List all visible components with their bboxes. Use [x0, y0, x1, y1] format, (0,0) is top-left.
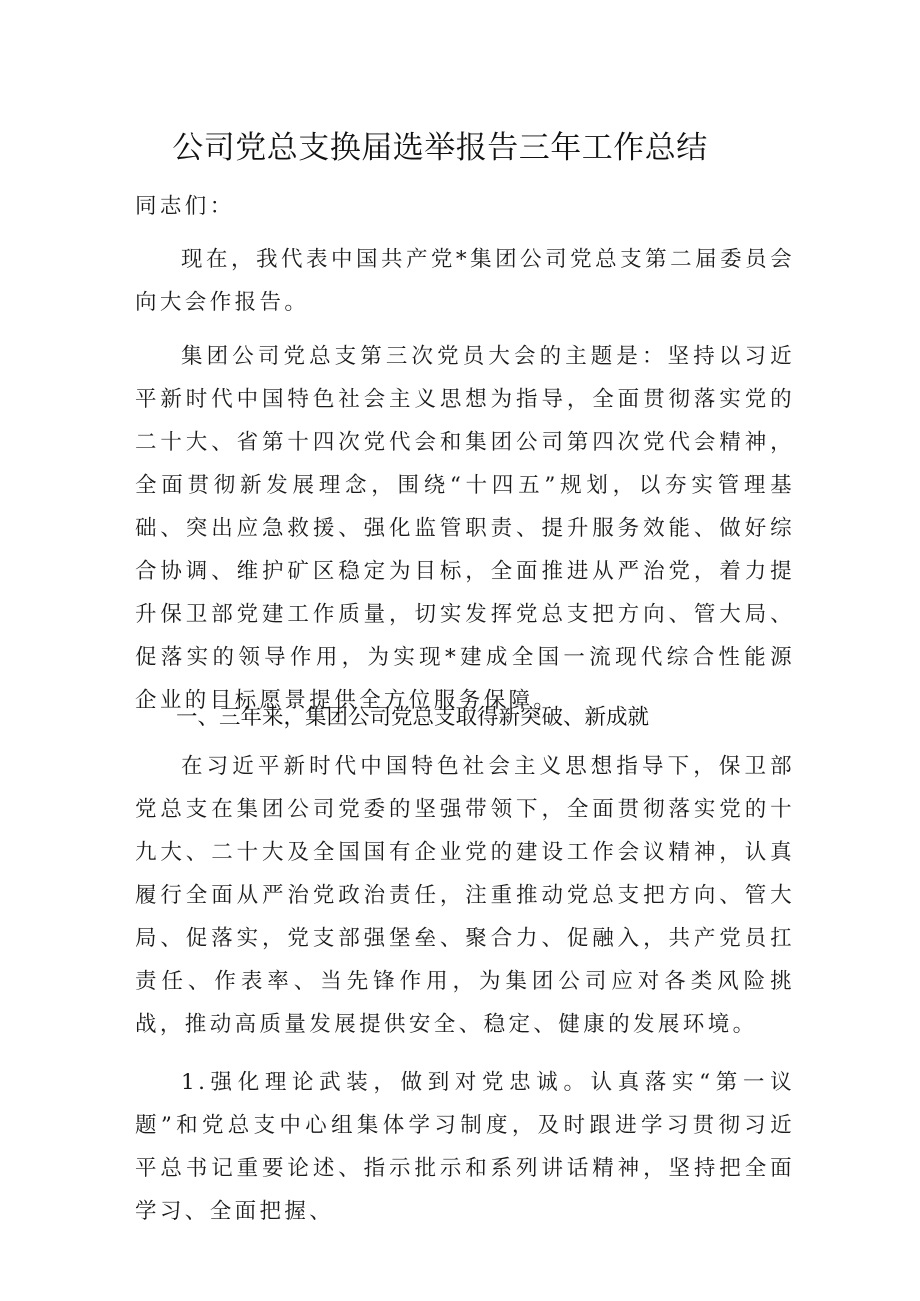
section-item-paragraph: 1.强化理论武装，做到对党忠诚。认真落实“第一议题”和党总支中心组集体学习制度，及时跟进学习贯彻习近平总书记重要论述、指示批示和系列讲话精神，坚持把全面学习、全面把握、: [135, 1070, 795, 1224]
salutation: 同志们：: [135, 194, 235, 219]
paragraph-theme: 集团公司党总支第三次党员大会的主题是：坚持以习近平新时代中国特色社会主义思想为指导，全面贯彻落实党的二十大、省第十四次党代会和集团公司第四次党代会精神，全面贯彻新发展理念，围绕“十四五”规划，以夯实管理基础、突出应急救援、强化监管职责、提升服务效能、做好综合协调、维护矿区稳定为目标，全面推进从严治党，着力提升保卫部党建工作质量，切实发挥党总支把方向、管大局、促落实的领导作用，为实现*建成全国一流现代综合性能源企业的目标愿景提供全方位服务保障。: [135, 344, 795, 713]
document-title: 公司党总支换届选举报告三年工作总结: [172, 130, 708, 166]
paragraph-intro: 现在，我代表中国共产党*集团公司党总支第二届委员会向大会作报告。: [135, 247, 795, 315]
section-heading: 一、三年来，集团公司党总支取得新突破、新成就: [176, 705, 650, 730]
section-intro-paragraph: 在习近平新时代中国特色社会主义思想指导下，保卫部党总支在集团公司党委的坚强带领下，全面贯彻落实党的十九大、二十大及全国国有企业党的建设工作会议精神，认真履行全面从严治党政治责任，注重推动党总支把方向、管大局、促落实，党支部强堡垒、聚合力、促融入，共产党员扛责任、作表率、当先锋作用，为集团公司应对各类风险挑战，推动高质量发展提供安全、稳定、健康的发展环境。: [135, 754, 795, 1037]
